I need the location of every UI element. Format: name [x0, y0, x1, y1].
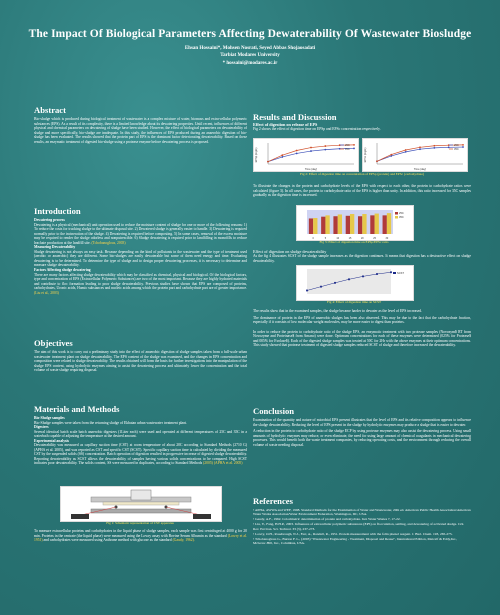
y-axis-label: EPSp (mg/L): [255, 147, 258, 163]
x-axis-label: Time (day): [413, 168, 427, 171]
legend-label: 35C: [345, 148, 350, 151]
data-point: [448, 146, 450, 148]
references-heading: References: [253, 496, 293, 506]
legend-label: SCST: [397, 272, 404, 275]
cst-apparatus-diagram: [61, 487, 221, 521]
results-sub-dewater: Effect of digestion on sludge dewaterability: [253, 249, 327, 254]
bar: [350, 214, 354, 234]
methods-sub-samples: Bio-Sludge samples: [34, 416, 65, 420]
data-point: [433, 145, 435, 147]
results-intro: Fig 2 shows the effect of digestion time on EPSp and EPSc concentration respectively.: [253, 127, 381, 131]
data-point: [376, 160, 378, 162]
fig2-caption: Fig 2: Effect of digestion time on concentration of EPSp (protein) and EPSc (carbohydrate): [300, 172, 424, 176]
data-point: [353, 148, 355, 150]
data-point: [296, 153, 298, 155]
fig1-caption: Fig 1: Schematic representation of CST apparatus: [106, 521, 174, 525]
y-axis-label: EPSc (mg/L): [364, 147, 367, 163]
intro-text-2: Sludge dewatering is not always an easy task. Because depending on the kind of pollutants in the wastewater and the type of treatment used (aerobic or anaerobic) they are different. Some bio-sludges are easily dewaterable but some of them need energy and time. Evaluating dewatering is to be determined. To determine the type of sludge and to design proper dewatering processes, it is necessary to determine and measure sludge dewaterability.: [34, 249, 247, 268]
results-section: [253, 112, 471, 132]
affiliation: Tarbiat Modares University: [220, 53, 280, 59]
data-point: [310, 150, 312, 152]
data-point: [405, 149, 407, 151]
results-heading: Results and Discussion: [253, 112, 337, 122]
results-text-5: The dominance of protein in the EPS of anaerobic sludges has been also observed. This may be due to the fact that the carbohydrate fraction, especially if it consists of low molecular weight molecules, may be more easier to digest than proteins.: [253, 315, 471, 325]
data-point: [419, 146, 421, 148]
intro-text-1: Dewatering is a physical (mechanical) unit operation used to reduce the moisture content of sludge for one or more of the following reasons: 1) To reduce the costs for trucking sludge to the ultimate disposal site. 2) Dewatered sludge is generally easier to handle. 3) Dewatering is required normally prior to the incineration of the sludge. 4) Dewatering is required before composting. 5) In some cases, removal of the excess moisture may be required to render the sludge odorless and nonputrescible. 6) Sludge dewatering is required prior to landfilling in monofills to reduce leachate production at the landfill site.: [34, 222, 247, 245]
reference-item: • Tchobanoglous G., Burton F. L., (2003) "Wastewater Engineering - Treatment, Disposal and Reuse", International Edition, Metcalf & Eddy,Inc., McGraw-Hill, Inc., Columbus, USA.: [253, 536, 458, 546]
bar: [358, 216, 362, 234]
bar: [346, 216, 350, 234]
results-text-4: The results show that in the examined samples, the sludge became harder to dewater as the level of EPS increased.: [253, 309, 423, 313]
abstract-text: Bio-sludge which is produced during biological treatment of wastewater is a complex mixture of water, biomass and extra-cellular polymeric substances (EPS). As a result of its complexity, there is a limited knowledge about its dewatering properties. Until recent, influences of different physical and chemical parameters on dewatering of sludge have been studied. However, the effect of biological parameters on dewaterability of sludge and more specifically, bio-sludge are inadequate. In this study, the influences of EPS produced during an anaerobic digestion of bio-sludge has been evaluated. The results showed that the protein part of EPS is the dominant factor deteriorating dewaterability. Based on these results, an enzymatic treatment of digested bio-sludge using a protease enzyme before dewatering process is proposed.: [34, 117, 247, 144]
references-section: [253, 496, 471, 546]
x-tick-label: 30: [385, 237, 389, 240]
bar: [387, 213, 391, 234]
bar: [325, 215, 329, 234]
objectives-heading: Objectives: [34, 338, 73, 348]
data-point: [334, 282, 336, 284]
cst-apparatus-figure: [60, 486, 222, 522]
bar: [362, 214, 366, 234]
eps-carbohydrate-chart: [362, 138, 468, 172]
intro-cite-2: (Liu et al., 2003): [34, 290, 59, 295]
reference-item: • Liu, Y., Fang, H.H.P., 2003. Influences of extracellular polymeric substances (EPS) on flocculation, settling, and dewatering of activated sludge. Crit. Rev. Environ. Sci. Technol. 33 (3), 237-273.: [253, 522, 465, 531]
data-point: [324, 145, 326, 147]
legend-swatch: [393, 272, 396, 274]
bar: [321, 217, 325, 234]
results-text-6: In order to reduce the protein to carbohydrate ratio of the sludge EPS, an enzymatic treatment with two protease samples (Novozym$ RT from Novozyme and Proteinase$ from Amano) were done. Optimum concentrations for each of these enzymes were determined (025% for Protease$ and 005% for Evolase$). Each of the digested sludge samples was treated at 50C for 2Hr with the above enzymes at their optimum concentrations. This study showed that protease treatment of digested sludge samples reduced SCST of sludge and therefore increased the dewaterability.: [253, 329, 471, 348]
bar: [309, 218, 313, 234]
eps-ratio-chart: [296, 205, 414, 241]
data-point: [281, 154, 283, 156]
results-text-3: As the fig 4 illustrates SCST of the sludge sample increases as the digestion continues. It means that digestion has a destructive effect on sludge dewaterability.: [253, 254, 471, 263]
intro-sub-measuring: Measuring Dewaterability: [34, 245, 76, 250]
fig3-caption: Fig 3: Effect of digestion time on EPSp/EPSc ratio: [319, 240, 389, 244]
methods-text-2: Several identical batch scale batch anaerobic digesters (1Liter each) were used and operated at different temperatures of 25C and 35C in a waterbath capable of adjusting the temperature at the desired amount.: [34, 429, 247, 439]
x-tick-label: 0: [312, 237, 314, 240]
introduction-section: [34, 206, 247, 295]
conclusion-heading: Conclusion: [253, 406, 295, 416]
data-point: [433, 147, 435, 149]
legend-swatch: [395, 216, 398, 219]
abstract-heading: Abstract: [34, 105, 66, 115]
data-point: [390, 271, 392, 273]
methods-heading: Materials and Methods: [34, 404, 120, 414]
legend-label: 35C: [399, 216, 404, 219]
data-point: [267, 161, 269, 163]
legend-label: 25C: [454, 144, 459, 147]
results-text-2: To illustrate the changes in the protein and carbohydrate levels of the EPS with respect to each other, the protein to carbohydrate ratios were calculated (figure 3). In all cases, the protein to carbohydrate ratio of the EPS is higher than unity. In addition, this ratio increased for 35C samples gradually as the digestion time is increased.: [253, 184, 471, 198]
methods-text-1: Bio-Sludge samples were taken from the returning sludge of Ekbatan urban wastewater treatment plant.: [34, 420, 187, 425]
objectives-section: [34, 338, 247, 373]
poster-title: The Impact Of Biological Parameters Affecting Dewaterability Of Wastewater Biosludge: [28, 28, 472, 40]
methods-sub-analysis: Experimental analysis: [34, 438, 69, 443]
data-point: [419, 148, 421, 150]
methods-continued: [34, 529, 247, 543]
x-tick-label: 25: [373, 237, 376, 240]
conclusion-text-1: Examination of the quantity and nature of microbial EPS present illustrates that the level of EPS and its relative composition appears to influence the sludge dewaterability. Reducing the level of EPS present in the sludge by hydrolytic enzymes may produce a sludge that is easier to dewater.: [253, 418, 471, 427]
plot-area: [307, 269, 391, 294]
data-point: [353, 144, 355, 146]
methods-text-5: and carbohydrates were measured using Anthrone method with glucose as the standard: [43, 538, 172, 543]
eps-protein-chart: [253, 138, 359, 172]
x-tick-label: 15: [348, 237, 352, 240]
data-point: [462, 146, 464, 148]
scst-chart: [296, 265, 414, 301]
results-ratio-text: [253, 184, 471, 198]
intro-cite-1: (Tchobanoglous, 2003): [91, 240, 126, 245]
data-point: [362, 275, 364, 277]
bar: [313, 218, 317, 234]
data-point: [306, 290, 308, 292]
reference-item: • Gaudy, A.F., 1962. Colorimetric determination of protein and carbohydrate. Ind. Water Wastes 7, 17-22.: [253, 517, 401, 522]
legend-label: 25C: [345, 144, 350, 147]
intro-text-3: There are many factors affecting sludge dewaterability which may be classified as chemical, physical and biological. Of the biological factors, type and concentration of EPS (Extracellular Polymeric Substances) are two of the most important. Because they are highly hydrated materials and contribute to floc formation leading to poor sludge dewaterability. Previous studies have shown that EPS are composed of proteins, carbohydrates, Uronic acids, Humic substances and nucleic acids among which the protein part and carbohydrate part are of greater importance.: [34, 272, 247, 291]
methods-cite-4: (Lowry et al. 1951): [34, 533, 247, 543]
x-tick-label: 20: [360, 237, 364, 240]
authors: Ehsan Hossaini*, Mohsen Nosrati, Seyed Abbas Shojaosadati: [184, 46, 316, 51]
fig4-caption: Fig 4: Effect of digestion time on SCST: [326, 300, 382, 304]
eps-protein-plot: [254, 139, 358, 171]
conclusion-text-2: A reduction in the protein to carbohydrate ratio of the sludge ECP by using protease enzymes may also assist the dewatering process. Using small amounts of hydrolytic enzymes may reduce, or even eliminate, the need for using large amount of chemical coagulants in mechanical dewatering processes. This would benefit both the waste treatment companies, by reducing operating costs, and the environment through reducing the overall volume of waste needing disposal.: [253, 429, 471, 447]
legend-label: 25C: [399, 212, 404, 215]
data-point: [296, 150, 298, 152]
data-point: [376, 273, 378, 275]
data-point: [320, 286, 322, 288]
data-point: [462, 144, 464, 146]
x-axis-label: Time (day): [304, 168, 318, 171]
data-point: [348, 278, 350, 280]
eps-carbohydrate-plot: [363, 139, 467, 171]
email: * hossaini@modares.ac.ir: [222, 60, 278, 66]
results-dewater-section: [253, 249, 471, 263]
results-discussion: [253, 309, 471, 348]
data-point: [281, 156, 283, 158]
reference-item: • APHA, AWWA and WEF, 1998. Standard Methods for the Examination of Water and Wastewater, 20th ed. American Public Health Association/American Water Works Association/Water Environment Federation, Washington, DC, USA.: [253, 508, 471, 517]
intro-sub-dewatering: Dewatering process: [34, 218, 65, 222]
x-tick-label: 10: [336, 237, 340, 240]
methods-text-4: To measure extracellular proteins and carbohydrates in the liquid phase of sludge samples, each sample was first centrifuged at 4000 g for 20 min. Proteins in the centrate (the liquid phase) were measured using the Lowry assay with Bovine Serum Albumin as the standard: [34, 529, 247, 538]
x-tick-label: 5: [324, 237, 327, 240]
bar: [375, 214, 379, 234]
author-block: [0, 45, 500, 67]
methods-sub-digesters: Digesters: [34, 425, 49, 430]
bar: [333, 216, 337, 234]
methods-section: [34, 404, 247, 466]
results-sub-eps: Effect of digestion on release of EPS: [253, 122, 318, 127]
introduction-heading: Introduction: [34, 206, 81, 216]
eps-ratio-plot: [297, 206, 413, 240]
intro-sub-factors: Factors Affecting sludge dewatering: [34, 268, 91, 273]
methods-cite-5: (Gaudy, 1962).: [172, 538, 195, 543]
methods-text-3: Dewaterability was measured as capillary suction time (CST) at room temperature of about 20C according to Standard Methods (2710 G) (APHA et al. 2005), and was reported as CST and specific CST (SCST). Specific capillary suction time is calculated by dividing the measured CST by the suspended solids (SS) concentration. Batch operation of digestion resulted in progressive increase of digested sludge dewaterability. Reporting dewaterability as SCST allows the dewaterability of samples having various solids concentrations to be compared. High SCST indicates poor dewaterability. The solids content, SS were measured in duplicates, according to Standard Methods: [34, 443, 247, 466]
data-point: [324, 149, 326, 151]
legend-swatch: [395, 212, 398, 215]
conclusion-section: [253, 406, 471, 447]
scst-plot: [297, 266, 413, 300]
references-list: [253, 508, 471, 546]
left-column: [34, 105, 247, 144]
data-point: [390, 154, 392, 156]
reference-item: • Lowry, O.H., Rosebrough, N.J., Farr, A., Randall, R., 1951. Protein measurement with the folin phenol reagent. J. Biol. Chem. 193, 265-275.: [253, 531, 453, 536]
bar: [338, 214, 342, 234]
objectives-text: The aim of this work is to carry out a preliminary study into the effect of anaerobic digestion of sludge samples taken from a full-scale urban wastewater treatment plant on sludge dewaterability. The EPS content of the sludge was examined, and the changes in EPS concentration and composition were related to sludge dewaterability. The results obtained will form the basis for further investigations into the manipulation of the sludge EPS content, using hydrolytic enzymes aiming to assist the dewatering process and ultimately lower the concentration and the total volume of waste sludge requiring disposal.: [34, 350, 248, 373]
bar: [383, 215, 387, 234]
bar: [370, 215, 374, 234]
data-point: [310, 147, 312, 149]
legend-label: 35C: [454, 148, 459, 151]
methods-cite-3: (2005) (APHA et al. 2005): [203, 461, 243, 466]
data-point: [405, 151, 407, 153]
